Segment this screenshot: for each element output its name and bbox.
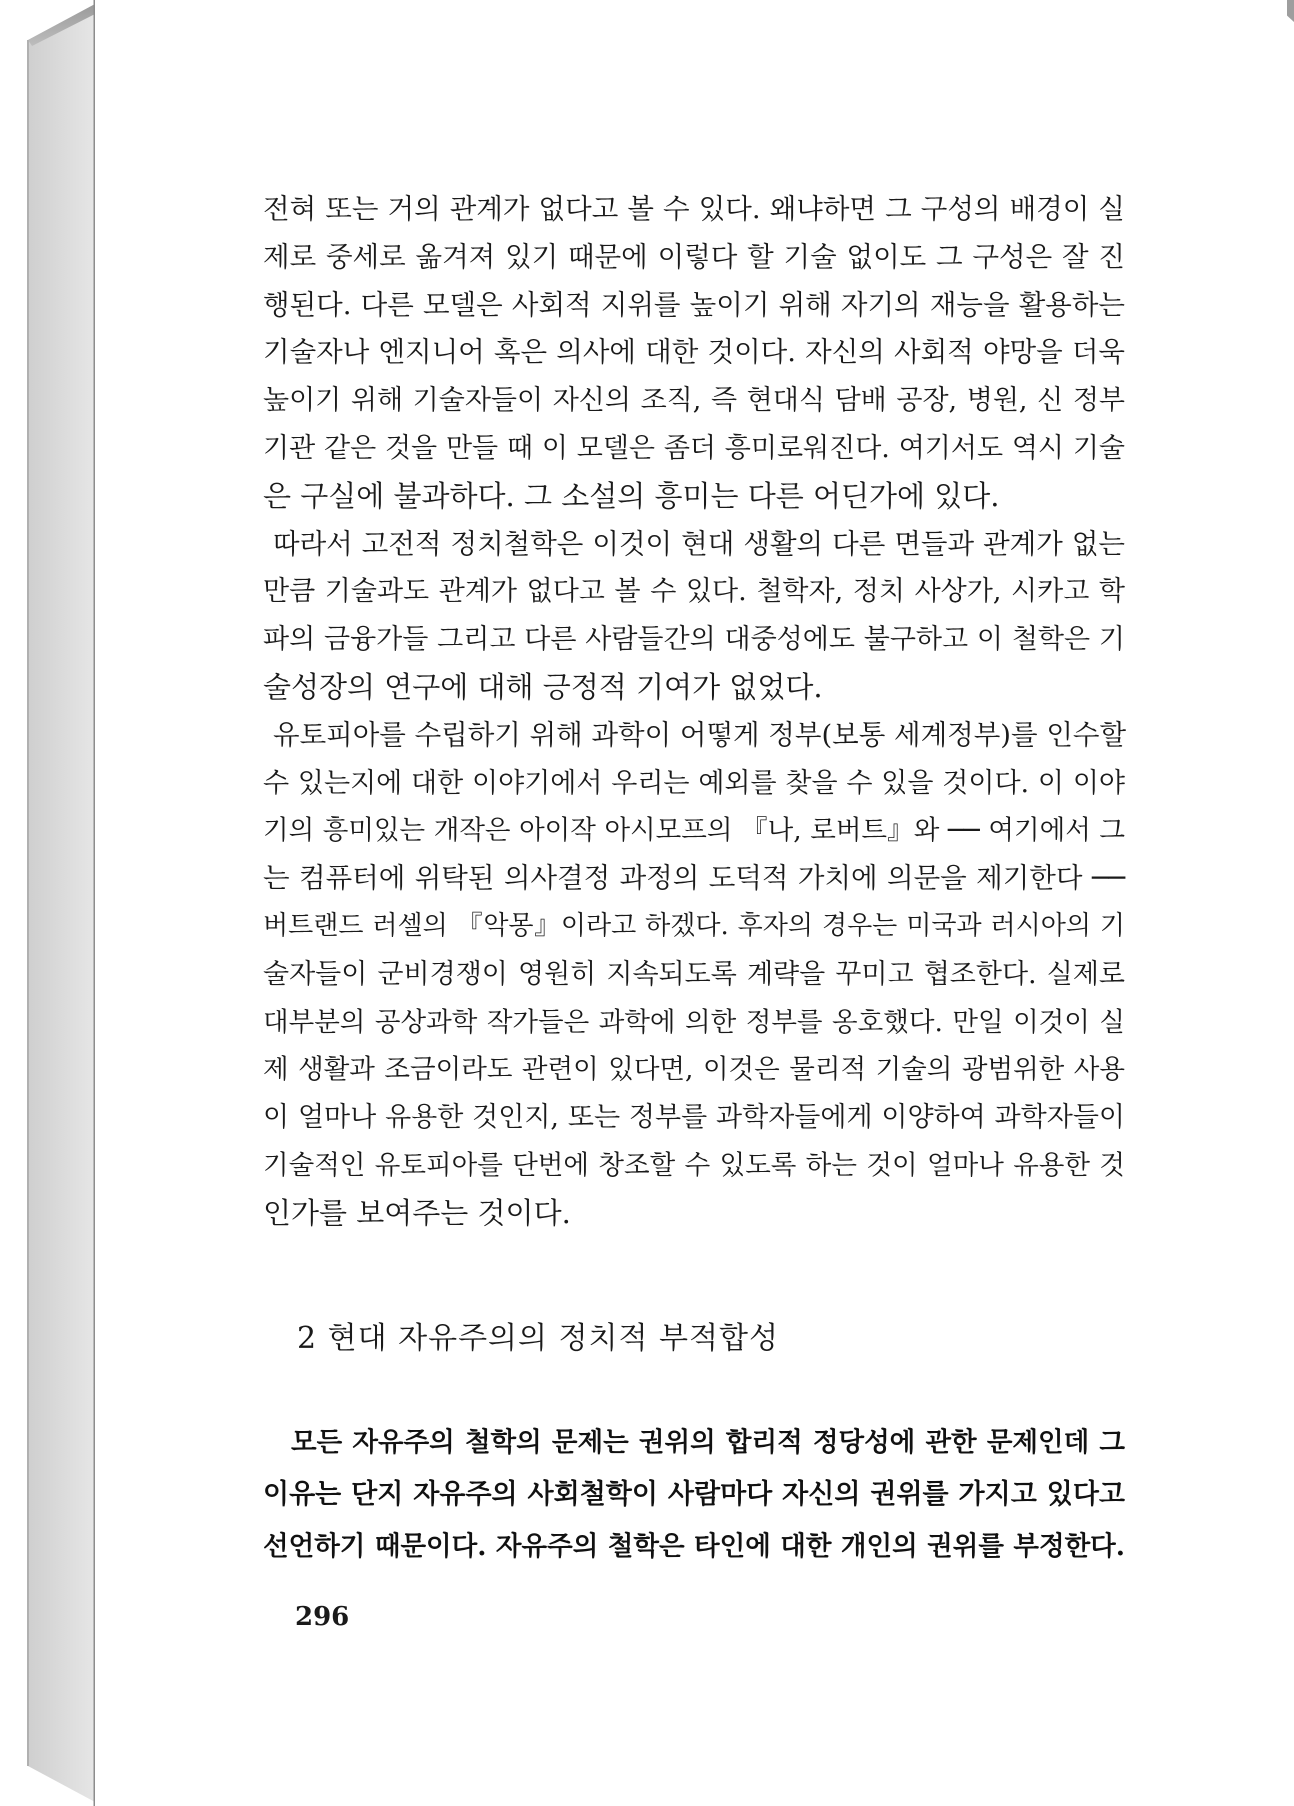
body-line: 유토피아를 수립하기 위해 과학이 어떻게 정부(보통 세계정부)를 인수할 [273,718,1127,751]
page-number: 296 [295,1602,350,1632]
body-line: 전혀 또는 거의 관계가 없다고 볼 수 있다. 왜냐하면 그 구성의 배경이 실 [263,193,1125,225]
section-heading: 2 현대 자유주의의 정치적 부적합성 [297,1321,779,1356]
body-line: 술자들이 군비경쟁이 영원히 지속되도록 계략을 꾸미고 협조한다. 실제로 [263,958,1125,990]
section-line: 모든 자유주의 철학의 문제는 권위의 합리적 정당성에 관한 문제인데 그 [291,1427,1125,1458]
body-line: 제로 중세로 옮겨져 있기 때문에 이렇다 할 기술 없이도 그 구성은 잘 진 [263,240,1125,273]
body-line: 기관 같은 것을 만들 때 이 모델은 좀더 흥미로워진다. 여기서도 역시 기술 [263,432,1125,464]
body-text [263,186,1125,1238]
body-line: 술성장의 연구에 대해 긍정적 기여가 없었다. [263,669,823,704]
body-line: 기술적인 유토피아를 단번에 창조할 수 있도록 하는 것이 얼마나 유용한 것 [263,1149,1125,1181]
body-line: 버트랜드 러셀의 『악몽』이라고 하겠다. 후자의 경우는 미국과 러시아의 기 [263,910,1125,941]
body-line: 기의 흥미있는 개작은 아이작 아시모프의 『나, 로버트』와 ── 여기에서 그 [263,815,1125,847]
body-line: 제 생활과 조금이라도 관련이 있다면, 이것은 물리적 기술의 광범위한 사용 [263,1054,1125,1086]
body-line: 은 구실에 불과하다. 그 소설의 흥미는 다른 어딘가에 있다. [263,478,1000,513]
body-line: 수 있는지에 대한 이야기에서 우리는 예외를 찾을 수 있을 것이다. 이 이야 [263,767,1125,799]
section-line: 선언하기 때문이다. 자유주의 철학은 타인에 대한 개인의 권위를 부정한다. [263,1531,1125,1562]
body-line: 인가를 보여주는 것이다. [263,1195,571,1230]
section-line: 이유는 단지 자유주의 사회철학이 사람마다 자신의 권위를 가지고 있다고 [263,1479,1125,1510]
body-line: 파의 금융가들 그리고 다른 사람들간의 대중성에도 불구하고 이 철학은 기 [263,624,1125,656]
section-body-text [263,1417,1125,1573]
body-line: 따라서 고전적 정치철학은 이것이 현대 생활의 다른 면들과 관계가 없는 [273,527,1125,560]
body-line: 이 얼마나 유용한 것인지, 또는 정부를 과학자들에게 이양하여 과학자들이 [263,1102,1125,1134]
body-line: 기술자나 엔지니어 혹은 의사에 대한 것이다. 자신의 사회적 야망을 더욱 [263,336,1125,369]
body-line: 행된다. 다른 모델은 사회적 지위를 높이기 위해 자기의 재능을 활용하는 [263,288,1125,321]
body-line: 는 컴퓨터에 위탁된 의사결정 과정의 도덕적 가치에 의문을 제기한다 ── [263,862,1125,895]
body-line: 높이기 위해 기술자들이 자신의 조직, 즉 현대식 담배 공장, 병원, 신 정부 [263,385,1125,417]
body-line: 대부분의 공상과학 작가들은 과학에 의한 정부를 옹호했다. 만일 이것이 실 [263,1006,1125,1038]
body-line: 만큼 기술과도 관계가 없다고 볼 수 있다. 철학자, 정치 사상가, 시카고 학 [263,576,1125,608]
